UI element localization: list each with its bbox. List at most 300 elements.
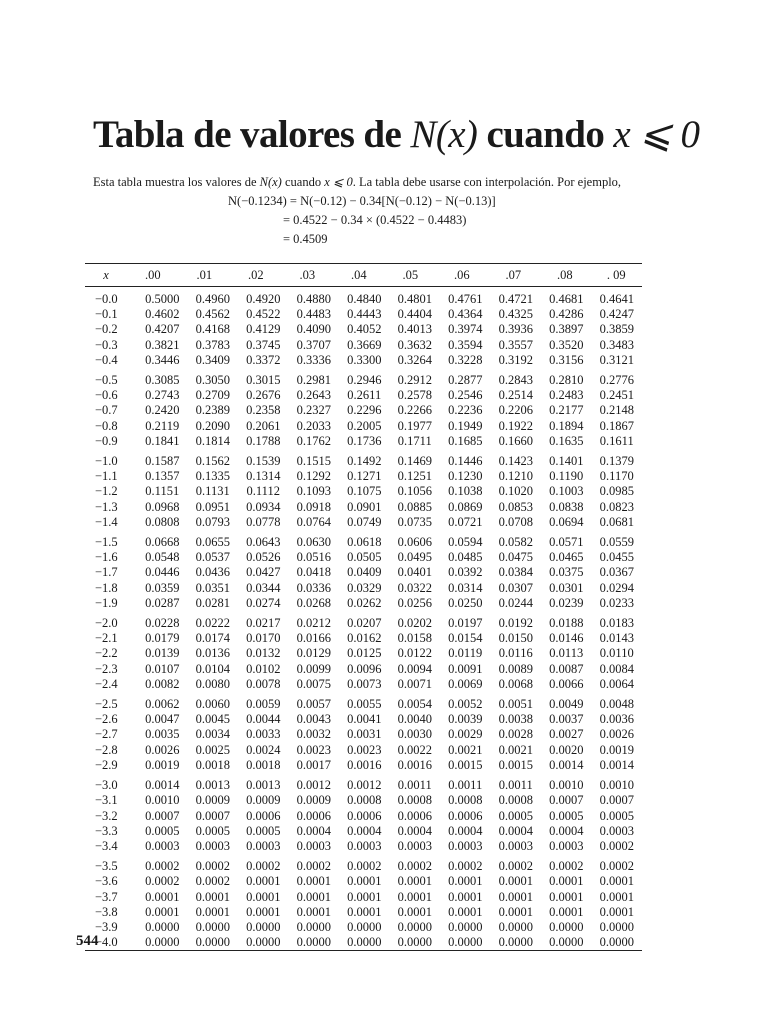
table-cell: 0.0001 bbox=[246, 874, 281, 889]
table-cell: 0.0015 bbox=[448, 757, 483, 772]
table-cell: 0.0694 bbox=[549, 514, 584, 529]
table-cell: 0.1093 bbox=[296, 484, 331, 499]
table-cell: 0.0968 bbox=[145, 499, 180, 514]
intro-paragraph bbox=[93, 174, 621, 190]
table-cell: 0.0078 bbox=[246, 676, 281, 691]
intro-condition: x ⩽ 0 bbox=[324, 175, 353, 189]
table-cell: 0.4443 bbox=[347, 307, 382, 322]
table-cell: 0.0749 bbox=[347, 514, 382, 529]
table-cell: 0.0003 bbox=[448, 838, 483, 853]
table-cell: 0.0014 bbox=[599, 757, 634, 772]
table-cell: 0.0012 bbox=[347, 778, 382, 793]
table-cell: 0.0548 bbox=[145, 550, 180, 565]
table-cell: 0.0505 bbox=[347, 550, 382, 565]
table-cell: 0.0000 bbox=[549, 935, 584, 950]
table-cell: 0.0008 bbox=[347, 793, 382, 808]
table-cell: 0.3264 bbox=[397, 352, 432, 367]
table-cell: 0.1841 bbox=[145, 433, 180, 448]
table-row bbox=[85, 368, 642, 388]
row-x-value: −2.8 bbox=[95, 742, 118, 757]
table-row bbox=[85, 322, 642, 337]
row-x-value: −1.8 bbox=[95, 580, 118, 595]
table-cell: 0.0030 bbox=[397, 727, 432, 742]
row-x-value: −4.0 bbox=[95, 935, 118, 950]
table-cell: 0.1379 bbox=[599, 454, 634, 469]
table-cell: 0.4207 bbox=[145, 322, 180, 337]
table-cell: 0.0001 bbox=[246, 904, 281, 919]
table-cell: 0.3821 bbox=[145, 337, 180, 352]
table-cell: 0.1660 bbox=[498, 433, 533, 448]
table-cell: 0.0087 bbox=[549, 661, 584, 676]
table-cell: 0.2389 bbox=[195, 403, 230, 418]
table-cell: 0.0222 bbox=[195, 616, 230, 631]
table-row bbox=[85, 403, 642, 418]
table-cell: 0.3050 bbox=[195, 373, 230, 388]
table-cell: 0.4641 bbox=[599, 292, 634, 306]
table-cell: 0.0013 bbox=[246, 778, 281, 793]
row-x-value: −3.1 bbox=[95, 793, 118, 808]
table-cell: 0.0004 bbox=[498, 823, 533, 838]
intro-nx: N(x) bbox=[259, 175, 282, 189]
table-cell: 0.0228 bbox=[145, 616, 180, 631]
table-row bbox=[85, 307, 642, 322]
row-x-value: −1.1 bbox=[95, 469, 118, 484]
table-cell: 0.0392 bbox=[448, 565, 483, 580]
row-x-value: −3.2 bbox=[95, 808, 118, 823]
table-cell: 0.4721 bbox=[498, 292, 533, 306]
table-cell: 0.0084 bbox=[599, 661, 634, 676]
table-cell: 0.2946 bbox=[347, 373, 382, 388]
table-cell: 0.0017 bbox=[296, 757, 331, 772]
table-cell: 0.0035 bbox=[145, 727, 180, 742]
table-cell: 0.0618 bbox=[347, 535, 382, 550]
table-cell: 0.0001 bbox=[145, 904, 180, 919]
table-cell: 0.0068 bbox=[498, 676, 533, 691]
row-x-value: −2.3 bbox=[95, 661, 118, 676]
table-cell: 0.0001 bbox=[448, 874, 483, 889]
row-x-value: −3.9 bbox=[95, 919, 118, 934]
table-cell: 0.4522 bbox=[246, 307, 281, 322]
table-cell: 0.0043 bbox=[296, 712, 331, 727]
table-cell: 0.0009 bbox=[296, 793, 331, 808]
table-cell: 0.0005 bbox=[145, 823, 180, 838]
table-cell: 0.0002 bbox=[246, 859, 281, 874]
table-cell: 0.1038 bbox=[448, 484, 483, 499]
table-cell: 0.0047 bbox=[145, 712, 180, 727]
table-cell: 0.0004 bbox=[296, 823, 331, 838]
table-cell: 0.0006 bbox=[296, 808, 331, 823]
table-cell: 0.0002 bbox=[296, 859, 331, 874]
table-header-row bbox=[85, 264, 642, 286]
table-cell: 0.0080 bbox=[195, 676, 230, 691]
table-cell: 0.2483 bbox=[549, 388, 584, 403]
table-cell: 0.0154 bbox=[448, 631, 483, 646]
table-row bbox=[85, 727, 642, 742]
table-cell: 0.0002 bbox=[448, 859, 483, 874]
table-cell: 0.0073 bbox=[347, 676, 382, 691]
table-cell: 0.2578 bbox=[397, 388, 432, 403]
table-cell: 0.0174 bbox=[195, 631, 230, 646]
row-x-value: −3.4 bbox=[95, 838, 118, 853]
table-cell: 0.3409 bbox=[195, 352, 230, 367]
row-x-value: −0.1 bbox=[95, 307, 118, 322]
table-cell: 0.0005 bbox=[599, 808, 634, 823]
table-cell: 0.0003 bbox=[246, 838, 281, 853]
column-header-x: x bbox=[103, 267, 109, 282]
table-cell: 0.0000 bbox=[296, 919, 331, 934]
table-cell: 0.0031 bbox=[347, 727, 382, 742]
table-cell: 0.0104 bbox=[195, 661, 230, 676]
table-cell: 0.0014 bbox=[145, 778, 180, 793]
table-cell: 0.0594 bbox=[448, 535, 483, 550]
table-cell: 0.0002 bbox=[195, 859, 230, 874]
table-cell: 0.0166 bbox=[296, 631, 331, 646]
table-cell: 0.0132 bbox=[246, 646, 281, 661]
table-cell: 0.0028 bbox=[498, 727, 533, 742]
table-row bbox=[85, 419, 642, 434]
row-x-value: −3.6 bbox=[95, 874, 118, 889]
table-cell: 0.0102 bbox=[246, 661, 281, 676]
table-cell: 0.0721 bbox=[448, 514, 483, 529]
table-cell: 0.0010 bbox=[145, 793, 180, 808]
table-cell: 0.3085 bbox=[145, 373, 180, 388]
intro-middle: cuando bbox=[281, 175, 325, 189]
table-cell: 0.0060 bbox=[195, 697, 230, 712]
table-cell: 0.0000 bbox=[296, 935, 331, 950]
title-paren: (x) bbox=[435, 113, 478, 156]
table-cell: 0.0122 bbox=[397, 646, 432, 661]
table-cell: 0.0244 bbox=[498, 595, 533, 610]
table-cell: 0.0000 bbox=[347, 919, 382, 934]
table-cell: 0.0006 bbox=[448, 808, 483, 823]
table-cell: 0.2709 bbox=[195, 388, 230, 403]
table-cell: 0.0015 bbox=[498, 757, 533, 772]
table-cell: 0.1736 bbox=[347, 433, 382, 448]
table-cell: 0.2877 bbox=[448, 373, 483, 388]
table-cell: 0.2912 bbox=[397, 373, 432, 388]
table-cell: 0.3520 bbox=[549, 337, 584, 352]
table-row bbox=[85, 712, 642, 727]
table-row bbox=[85, 824, 642, 839]
table-cell: 0.1867 bbox=[599, 418, 634, 433]
table-cell: 0.2546 bbox=[448, 388, 483, 403]
title-cuando: cuando bbox=[477, 113, 614, 156]
table-cell: 0.0256 bbox=[397, 595, 432, 610]
table-cell: 0.2005 bbox=[347, 418, 382, 433]
table-cell: 0.0233 bbox=[599, 595, 634, 610]
table-cell: 0.3015 bbox=[246, 373, 281, 388]
table-cell: 0.0001 bbox=[296, 874, 331, 889]
table-cell: 0.0005 bbox=[246, 823, 281, 838]
table-cell: 0.2061 bbox=[246, 418, 281, 433]
table-cell: 0.0485 bbox=[448, 550, 483, 565]
table-row bbox=[85, 469, 642, 484]
table-cell: 0.2236 bbox=[448, 403, 483, 418]
page-title bbox=[93, 112, 699, 157]
table-cell: 0.0571 bbox=[549, 535, 584, 550]
table-cell: 0.0004 bbox=[347, 823, 382, 838]
table-cell: 0.1251 bbox=[397, 469, 432, 484]
column-header: .06 bbox=[453, 267, 470, 282]
table-cell: 0.0250 bbox=[448, 595, 483, 610]
table-cell: 0.0934 bbox=[246, 499, 281, 514]
table-cell: 0.0951 bbox=[195, 499, 230, 514]
table-cell: 0.4286 bbox=[549, 307, 584, 322]
example-line-1: N(−0.1234) = N(−0.12) − 0.34[N(−0.12) − N(−0.13)] bbox=[228, 194, 496, 208]
table-row bbox=[85, 905, 642, 920]
table-cell: 0.1635 bbox=[549, 433, 584, 448]
table-cell: 0.0001 bbox=[599, 874, 634, 889]
table-cell: 0.0735 bbox=[397, 514, 432, 529]
column-header: .03 bbox=[299, 267, 316, 282]
table-cell: 0.0001 bbox=[347, 874, 382, 889]
table-cell: 0.0023 bbox=[296, 742, 331, 757]
table-cell: 0.0002 bbox=[195, 874, 230, 889]
table-row bbox=[85, 515, 642, 530]
table-cell: 0.0274 bbox=[246, 595, 281, 610]
table-cell: 0.0018 bbox=[195, 757, 230, 772]
table-cell: 0.0367 bbox=[599, 565, 634, 580]
table-cell: 0.1894 bbox=[549, 418, 584, 433]
column-header: .02 bbox=[247, 267, 264, 282]
table-cell: 0.1210 bbox=[498, 469, 533, 484]
table-cell: 0.1271 bbox=[347, 469, 382, 484]
table-cell: 0.0808 bbox=[145, 514, 180, 529]
table-cell: 0.0000 bbox=[347, 935, 382, 950]
table-cell: 0.1020 bbox=[498, 484, 533, 499]
column-header: .08 bbox=[556, 267, 573, 282]
table-cell: 0.0054 bbox=[397, 697, 432, 712]
table-cell: 0.0000 bbox=[195, 935, 230, 950]
table-cell: 0.0001 bbox=[549, 874, 584, 889]
row-x-value: −1.3 bbox=[95, 499, 118, 514]
table-cell: 0.0655 bbox=[195, 535, 230, 550]
table-cell: 0.0007 bbox=[549, 793, 584, 808]
table-cell: 0.1469 bbox=[397, 454, 432, 469]
table-cell: 0.0044 bbox=[246, 712, 281, 727]
table-cell: 0.3121 bbox=[599, 352, 634, 367]
table-cell: 0.4920 bbox=[246, 292, 281, 306]
table-cell: 0.2119 bbox=[145, 418, 180, 433]
table-cell: 0.4801 bbox=[397, 292, 432, 306]
table-cell: 0.1075 bbox=[347, 484, 382, 499]
table-cell: 0.0000 bbox=[397, 919, 432, 934]
table-cell: 0.0329 bbox=[347, 580, 382, 595]
table-cell: 0.2643 bbox=[296, 388, 331, 403]
table-cell: 0.0113 bbox=[549, 646, 584, 661]
table-cell: 0.1492 bbox=[347, 454, 382, 469]
table-cell: 0.0202 bbox=[397, 616, 432, 631]
table-row bbox=[85, 388, 642, 403]
table-cell: 0.3228 bbox=[448, 352, 483, 367]
table-cell: 0.0885 bbox=[397, 499, 432, 514]
table-cell: 0.4880 bbox=[296, 292, 331, 306]
column-header: .05 bbox=[402, 267, 419, 282]
table-cell: 0.0006 bbox=[347, 808, 382, 823]
table-cell: 0.2266 bbox=[397, 403, 432, 418]
table-cell: 0.4364 bbox=[448, 307, 483, 322]
table-cell: 0.0021 bbox=[498, 742, 533, 757]
table-cell: 0.0869 bbox=[448, 499, 483, 514]
row-x-value: −2.7 bbox=[95, 727, 118, 742]
table-cell: 0.0001 bbox=[549, 889, 584, 904]
table-cell: 0.0026 bbox=[599, 727, 634, 742]
table-cell: 0.3557 bbox=[498, 337, 533, 352]
table-cell: 0.0003 bbox=[498, 838, 533, 853]
table-cell: 0.0094 bbox=[397, 661, 432, 676]
row-x-value: −0.3 bbox=[95, 337, 118, 352]
table-cell: 0.0023 bbox=[347, 742, 382, 757]
table-cell: 0.0179 bbox=[145, 631, 180, 646]
table-cell: 0.0119 bbox=[448, 646, 483, 661]
table-cell: 0.0002 bbox=[347, 859, 382, 874]
table-body bbox=[85, 287, 642, 950]
table-cell: 0.0001 bbox=[145, 889, 180, 904]
intro-after: . La tabla debe usarse con interpolación. Por ejemplo, bbox=[352, 175, 622, 189]
table-cell: 0.0025 bbox=[195, 742, 230, 757]
table-bottom-rule bbox=[85, 950, 642, 951]
table-cell: 0.0075 bbox=[296, 676, 331, 691]
table-row bbox=[85, 743, 642, 758]
table-cell: 0.0465 bbox=[549, 550, 584, 565]
table-cell: 0.2743 bbox=[145, 388, 180, 403]
table-cell: 0.1685 bbox=[448, 433, 483, 448]
table-cell: 0.0107 bbox=[145, 661, 180, 676]
table-cell: 0.0436 bbox=[195, 565, 230, 580]
table-cell: 0.0020 bbox=[549, 742, 584, 757]
table-cell: 0.0036 bbox=[599, 712, 634, 727]
table-row bbox=[85, 449, 642, 469]
row-x-value: −0.8 bbox=[95, 418, 118, 433]
table-cell: 0.3936 bbox=[498, 322, 533, 337]
table-cell: 0.0055 bbox=[347, 697, 382, 712]
row-x-value: −2.0 bbox=[95, 616, 118, 631]
table-cell: 0.0287 bbox=[145, 595, 180, 610]
table-cell: 0.0000 bbox=[195, 919, 230, 934]
table-cell: 0.0003 bbox=[549, 838, 584, 853]
table-cell: 0.2843 bbox=[498, 373, 533, 388]
table-cell: 0.0239 bbox=[549, 595, 584, 610]
title-condition: x ⩽ 0 bbox=[613, 113, 700, 156]
page-number: 544 bbox=[76, 933, 99, 949]
table-cell: 0.0000 bbox=[498, 935, 533, 950]
table-cell: 0.0455 bbox=[599, 550, 634, 565]
table-cell: 0.0446 bbox=[145, 565, 180, 580]
table-row bbox=[85, 338, 642, 353]
table-cell: 0.1292 bbox=[296, 469, 331, 484]
table-cell: 0.1190 bbox=[549, 469, 584, 484]
table-row bbox=[85, 920, 642, 935]
table-row bbox=[85, 646, 642, 661]
table-cell: 0.0268 bbox=[296, 595, 331, 610]
column-header: .04 bbox=[350, 267, 367, 282]
table-cell: 0.0001 bbox=[296, 889, 331, 904]
intro-before: Esta tabla muestra los valores de bbox=[93, 175, 260, 189]
table-cell: 0.0281 bbox=[195, 595, 230, 610]
table-cell: 0.1611 bbox=[599, 433, 634, 448]
table-cell: 0.1401 bbox=[549, 454, 584, 469]
table-cell: 0.4483 bbox=[296, 307, 331, 322]
column-header: .00 bbox=[144, 267, 161, 282]
row-x-value: −0.5 bbox=[95, 373, 118, 388]
table-cell: 0.0008 bbox=[397, 793, 432, 808]
title-text: Tabla de valores de bbox=[93, 113, 411, 156]
column-header: . 09 bbox=[606, 267, 626, 282]
table-cell: 0.0013 bbox=[195, 778, 230, 793]
table-cell: 0.0004 bbox=[448, 823, 483, 838]
table-cell: 0.0010 bbox=[549, 778, 584, 793]
table-cell: 0.4960 bbox=[195, 292, 230, 306]
table-cell: 0.0002 bbox=[145, 874, 180, 889]
table-cell: 0.0001 bbox=[397, 874, 432, 889]
table-cell: 0.0011 bbox=[448, 778, 483, 793]
table-cell: 0.0668 bbox=[145, 535, 180, 550]
row-x-value: −0.9 bbox=[95, 433, 118, 448]
row-x-value: −2.9 bbox=[95, 757, 118, 772]
table-cell: 0.3483 bbox=[599, 337, 634, 352]
normal-table bbox=[85, 263, 642, 951]
table-cell: 0.0012 bbox=[296, 778, 331, 793]
table-cell: 0.0183 bbox=[599, 616, 634, 631]
table-cell: 0.0062 bbox=[145, 697, 180, 712]
table-cell: 0.0003 bbox=[397, 838, 432, 853]
table-cell: 0.0526 bbox=[246, 550, 281, 565]
table-cell: 0.0001 bbox=[195, 889, 230, 904]
table-cell: 0.0643 bbox=[246, 535, 281, 550]
table-cell: 0.4168 bbox=[195, 322, 230, 337]
table-cell: 0.0003 bbox=[296, 838, 331, 853]
table-cell: 0.0516 bbox=[296, 550, 331, 565]
table-cell: 0.0001 bbox=[347, 904, 382, 919]
row-x-value: −1.5 bbox=[95, 535, 118, 550]
table-cell: 0.0793 bbox=[195, 514, 230, 529]
table-cell: 0.0129 bbox=[296, 646, 331, 661]
table-row bbox=[85, 500, 642, 515]
row-x-value: −2.4 bbox=[95, 676, 118, 691]
table-cell: 0.4681 bbox=[549, 292, 584, 306]
table-cell: 0.0001 bbox=[498, 874, 533, 889]
table-cell: 0.0359 bbox=[145, 580, 180, 595]
row-x-value: −3.8 bbox=[95, 904, 118, 919]
table-cell: 0.2358 bbox=[246, 403, 281, 418]
table-cell: 0.1056 bbox=[397, 484, 432, 499]
table-cell: 0.0351 bbox=[195, 580, 230, 595]
table-cell: 0.0000 bbox=[599, 935, 634, 950]
table-cell: 0.0000 bbox=[549, 919, 584, 934]
table-cell: 0.2514 bbox=[498, 388, 533, 403]
table-cell: 0.1446 bbox=[448, 454, 483, 469]
row-x-value: −3.3 bbox=[95, 823, 118, 838]
table-cell: 0.0002 bbox=[549, 859, 584, 874]
table-cell: 0.0007 bbox=[599, 793, 634, 808]
table-cell: 0.2327 bbox=[296, 403, 331, 418]
table-row bbox=[85, 809, 642, 824]
table-cell: 0.2451 bbox=[599, 388, 634, 403]
table-cell: 0.0007 bbox=[195, 808, 230, 823]
row-x-value: −0.7 bbox=[95, 403, 118, 418]
table-cell: 0.2206 bbox=[498, 403, 533, 418]
table-cell: 0.1562 bbox=[195, 454, 230, 469]
table-cell: 0.0838 bbox=[549, 499, 584, 514]
table-cell: 0.1539 bbox=[246, 454, 281, 469]
table-row bbox=[85, 484, 642, 499]
title-n: N bbox=[410, 113, 436, 156]
table-cell: 0.0027 bbox=[549, 727, 584, 742]
table-cell: 0.0029 bbox=[448, 727, 483, 742]
column-header: .07 bbox=[505, 267, 522, 282]
table-cell: 0.0019 bbox=[145, 757, 180, 772]
table-cell: 0.0475 bbox=[498, 550, 533, 565]
